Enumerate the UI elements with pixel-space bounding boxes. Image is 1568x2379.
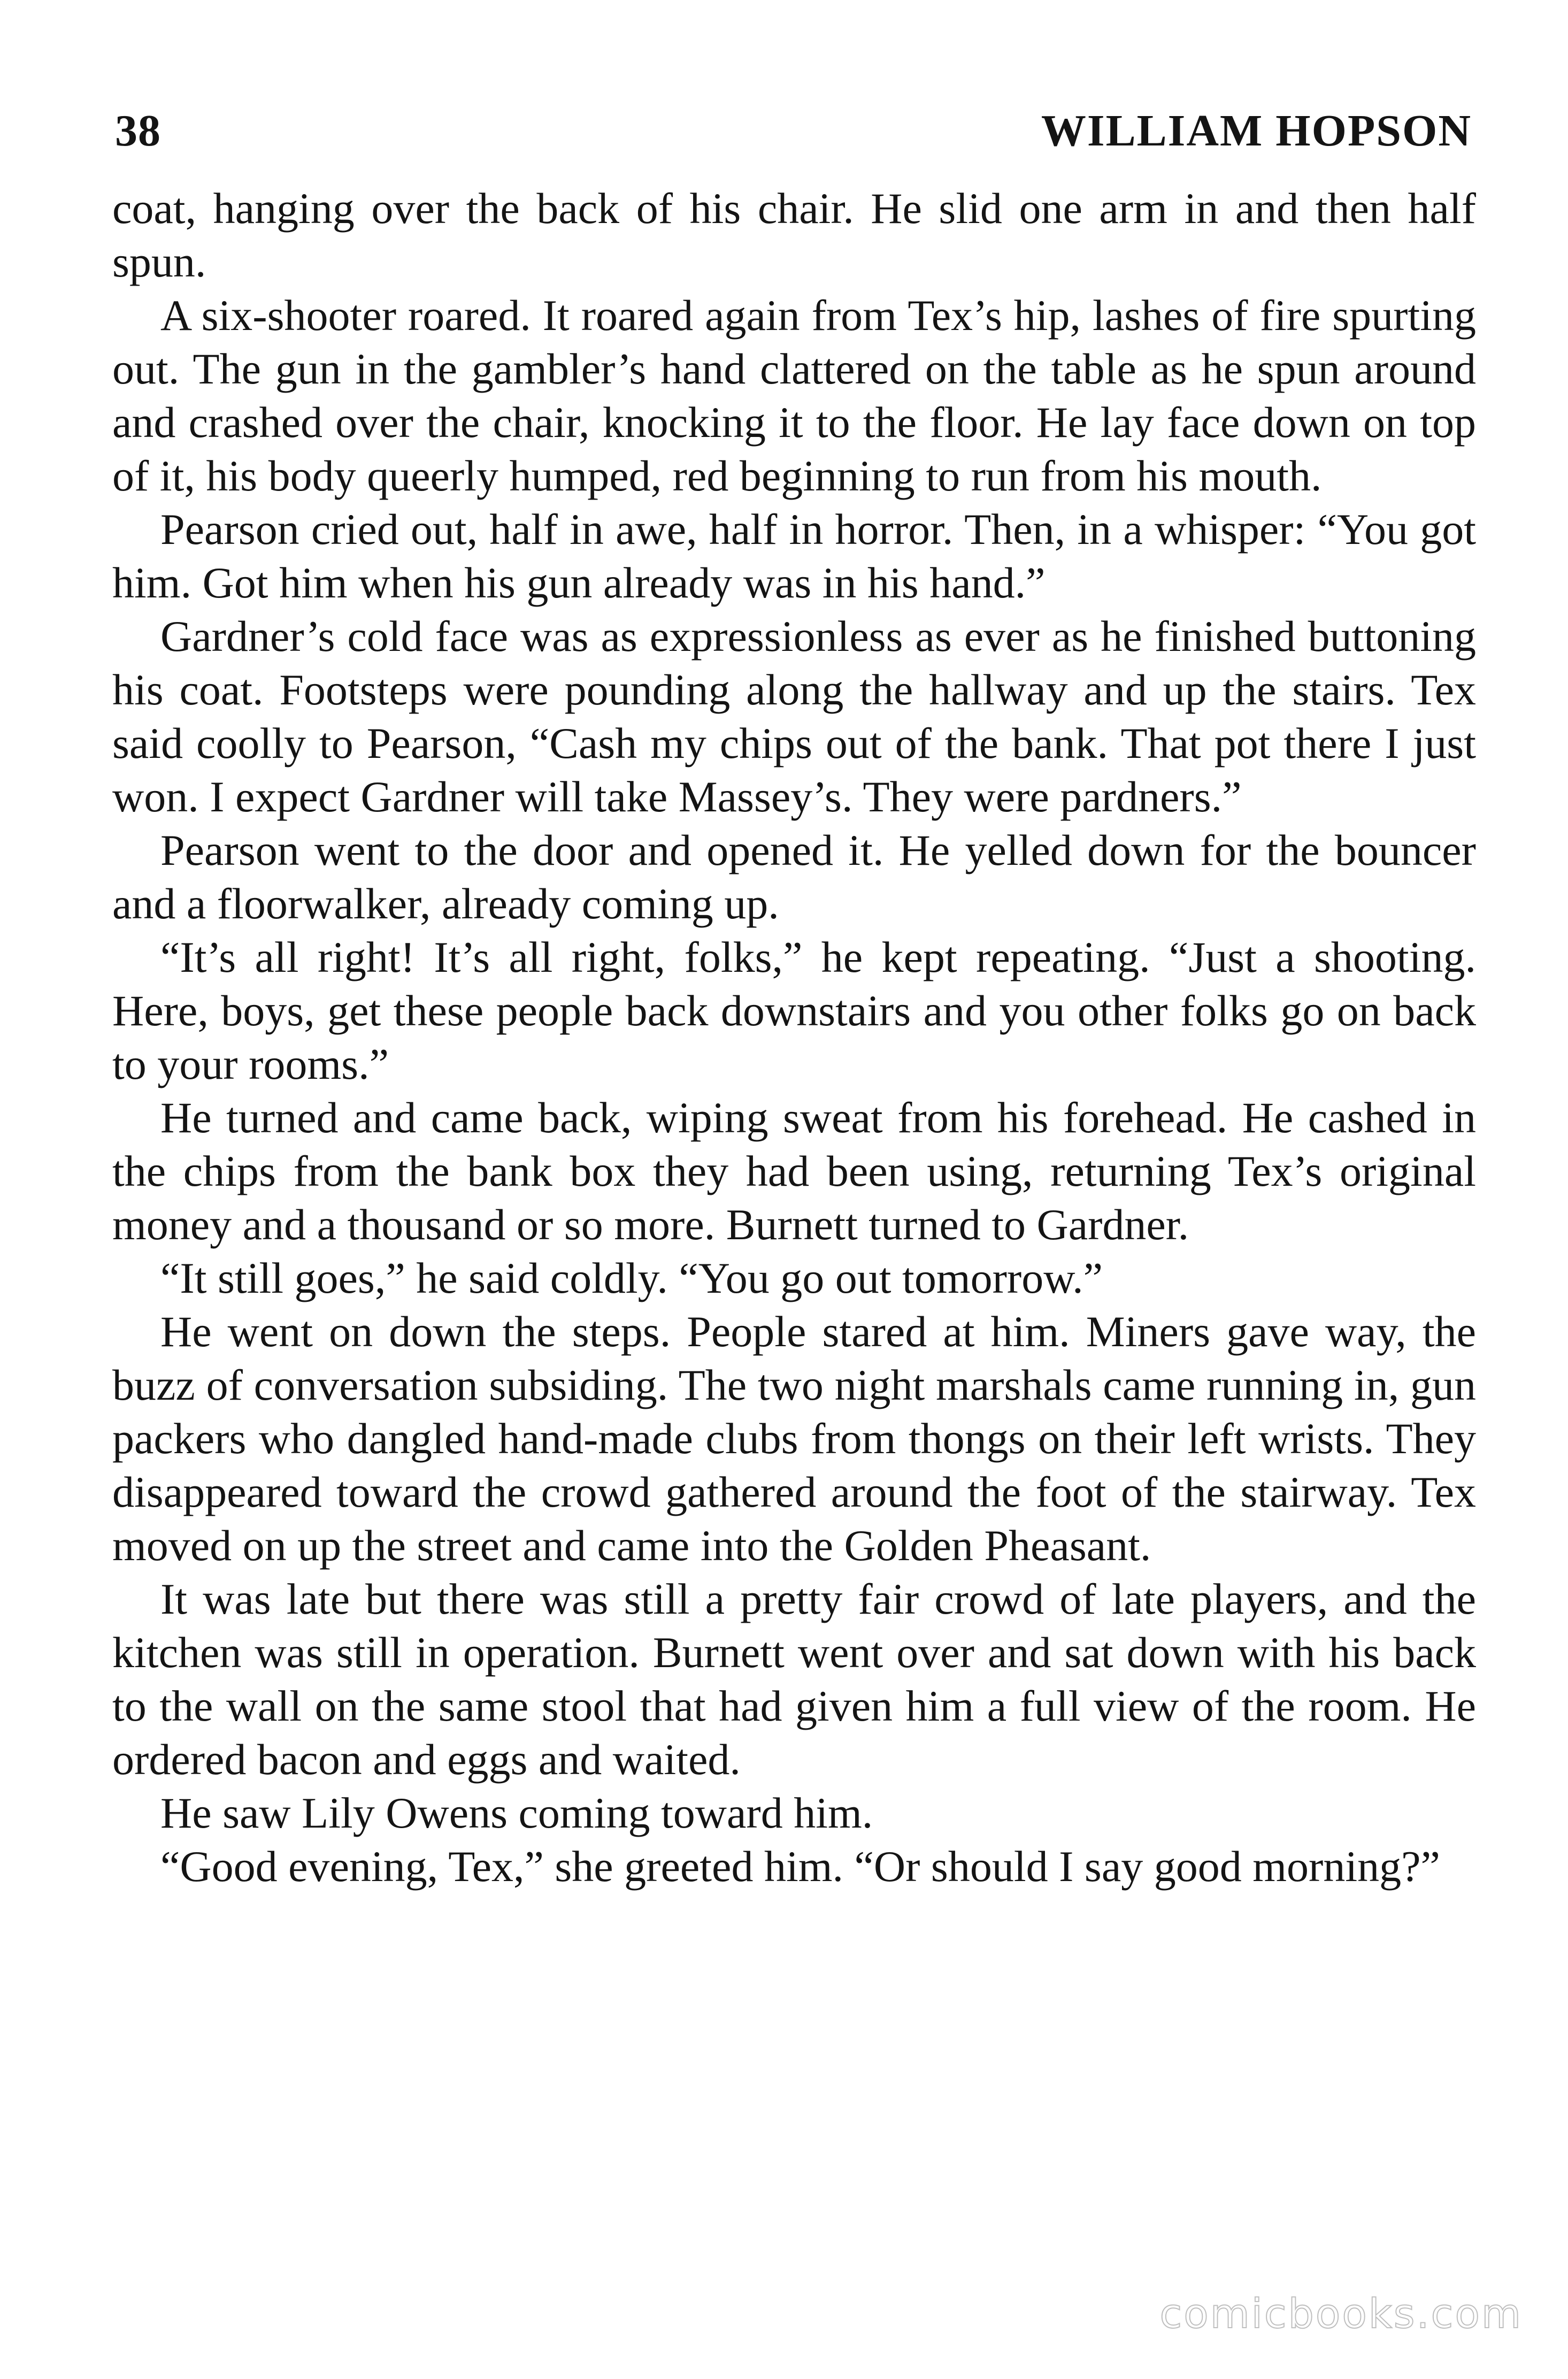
body-text	[112, 182, 1476, 1893]
paragraph: It was late but there was still a pretty fair crowd of late players, and the kitchen was still in operation. Burnett went over and sat down with his back to the wall on the same stool that had given him a full view of the room. He ordered bacon and eggs and waited.	[112, 1575, 1476, 1784]
paragraph: “Good evening, Tex,” she greeted him. “Or should I say good morning?”	[160, 1842, 1440, 1891]
paragraph: A six-shooter roared. It roared again from Tex’s hip, lashes of fire spurting out. The gun in the gambler’s hand clattered on the table as he spun around and crashed over the chair, knocking it to the floor. He lay face down on top of it, his body queerly humped, red beginning to run from his mouth.	[112, 291, 1476, 500]
paragraph: He saw Lily Owens coming toward him.	[160, 1789, 873, 1837]
paragraph: Pearson cried out, half in awe, half in horror. Then, in a whisper: “You got him. Got him when his gun already was in his hand.”	[112, 505, 1476, 607]
page-number: 38	[115, 106, 161, 156]
paragraph: He turned and came back, wiping sweat from his forehead. He cashed in the chips from the bank box they had been using, returning Tex’s original money and a thousand or so more. Burnett turned to Gardner.	[112, 1093, 1476, 1249]
paragraph: Gardner’s cold face was as expressionless as ever as he finished buttoning his coat. Footsteps were pounding along the hallway and up the stairs. Tex said coolly to Pearson, “Cash my chips out of the bank. That pot there I just won. I expect Gardner will take Massey’s. They were pardners.”	[112, 612, 1476, 821]
paragraph: He went on down the steps. People stared at him. Miners gave way, the buzz of conversation subsiding. The two night marshals came running in, gun packers who dangled hand-made clubs from thongs on their left wrists. They disappeared toward the crowd gathered around the foot of the stairway. Tex moved on up the street and came into the Golden Pheasant.	[112, 1307, 1476, 1570]
paragraph: “It still goes,” he said coldly. “You go out tomorrow.”	[160, 1254, 1103, 1302]
paragraph-continued: coat, hanging over the back of his chair. He slid one arm in and then half spun.	[112, 184, 1476, 286]
paragraph: “It’s all right! It’s all right, folks,” he kept repeating. “Just a shooting. Here, boys, get these people back downstairs and you other folks go on back to your rooms.”	[112, 933, 1476, 1088]
paragraph: Pearson went to the door and opened it. He yelled down for the bouncer and a floorwalker, already coming up.	[112, 826, 1476, 928]
running-head: WILLIAM HOPSON	[1041, 106, 1472, 156]
watermark: comicbooks.com	[1159, 2290, 1523, 2337]
page-header	[115, 102, 1472, 160]
